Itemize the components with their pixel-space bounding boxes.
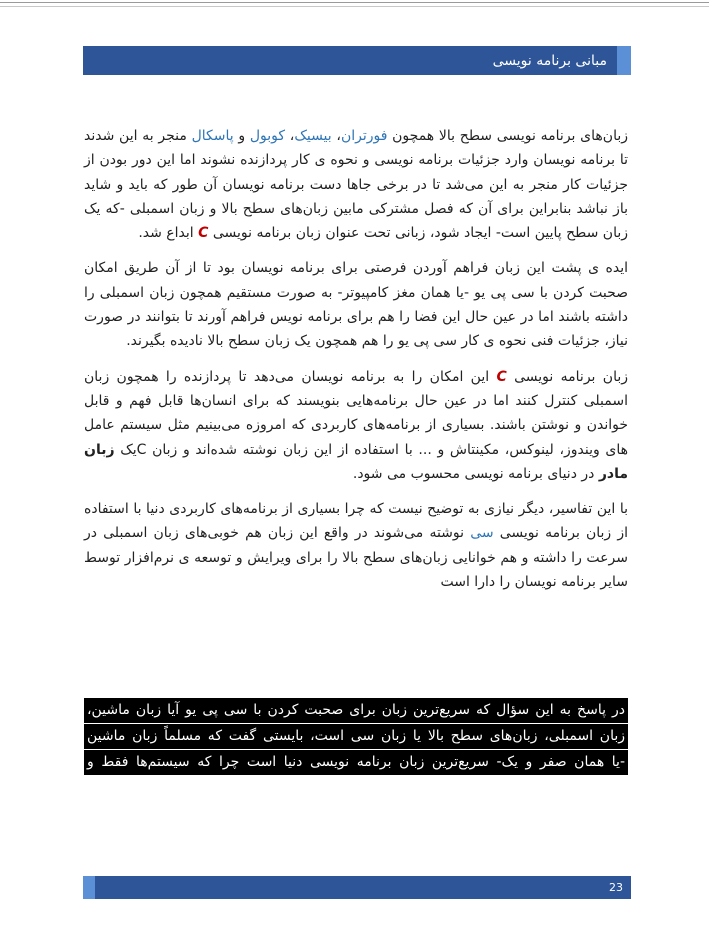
p3-text-2: این امکان را به برنامه نویسان می‌دهد تا پردازنده را همچون زبان اسمبلی کنترل کنند اما در عین حال برنامه‌هایی بنویسند که برای انسان‌ها قابل فهم و قابل خواندن و نوشتن باشند. بسیاری از برنامه‌های کاربردی که امروزه می‌بینیم مثل سیستم عامل های ویندوز، لینوکس، مکینتاش و ... با استفاده از این زبان نوشته شده‌اند و زبان Cیک [84,368,628,458]
highlighted-quote [84,698,628,776]
p3-text-3: در دنیای برنامه نویسی محسوب می شود. [352,465,599,482]
p1-sep-2: ، [285,128,295,144]
paragraph-4 [84,497,628,594]
paragraph-1 [84,124,628,245]
footer-bar [83,876,631,899]
p4-text-2: نوشته می‌شوند در واقع این زبان هم خوبی‌های زبان اسمبلی در سرعت را داشته و هم خوانایی زبان‌های سطح بالا را برای ویرایش و توسعه ی نرم‌افزار توسط سایر برنامه نویسان را دارا است [84,525,628,591]
p1-text-2: منجر به این شدند تا برنامه نویسان وارد جزئیات برنامه نویسی و نحوه ی کار پردازنده نشوند اما این دور بودن از جزئیات کار منجر به این می‌شد تا در برخی جاها دست برنامه نویسان آن طور که باید و شاید باز نباشد بنابراین برای آن که فصل مشترکی مابین زبان‌های سطح بالا و زبان اسمبلی -که یک زبان سطح پایین است- ایجاد شود، زبانی تحت عنوان زبان برنامه نویسی [84,128,628,242]
p1-and: و [233,128,250,144]
page-number: 23 [609,881,623,894]
paragraph-2: ایده ی پشت این زبان فراهم آوردن فرصتی برای برنامه نویسان بود تا از آن طریق امکان صحبت کردن با سی پی یو -یا همان مغز کامپیوتر- به صورت مستقیم همچون زبان اسمبلی را داشته باشند اما در عین حال این فضا را هم برای برنامه نویس فراهم آورند تا بتوانند در صورت نیاز، جزئیات فنی نحوه ی کار سی پی یو را هم همچون یک زبان سطح بالا نادیده بگیرند. [84,260,628,350]
quote-line: در پاسخ به این سؤال که سریع‌ترین زبان برای صحبت کردن با سی پی یو آیا زبان ماشین، [84,698,628,723]
term-cobol: کوبول [249,128,286,144]
term-pascal: پاسکال [191,128,234,144]
c-letter: C [198,225,209,242]
body-content [84,124,628,605]
term-si: سی [470,525,494,542]
footer-accent [83,876,95,899]
term-basic: بیسیک [294,128,332,144]
quote-line: -یا همان صفر و یک- سریع‌ترین زبان برنامه نویسی دنیا است چرا که سیستم‌ها فقط و [84,750,628,775]
p1-sep-1: ، [331,128,341,144]
top-rule [0,2,709,3]
p4-text-1: با این تفاسیر، دیگر نیازی به توضیح نیست که چرا بسیاری از برنامه‌های کاربردی دنیا با استفاده از زبان برنامه نویسی [84,501,628,542]
quote-line: زبان اسمبلی، زبان‌های سطح بالا یا زبان سی است، بایستی گفت که مسلماً زبان ماشین [84,724,628,749]
top-rule-secondary [0,6,709,7]
term-fortran: فورتران [340,128,388,144]
header-title: مبانی برنامه نویسی [492,52,607,69]
c-letter: C [496,368,507,385]
p1-text-3: ابداع شد. [138,225,199,242]
p3-text-1: زبان برنامه نویسی [506,368,628,385]
header-bar [83,46,631,75]
p1-text-1: زبان‌های برنامه نویسی سطح بالا همچون [387,128,628,144]
header-accent [617,46,631,75]
paragraph-3 [84,365,628,486]
term-mother-language: زبان مادر [84,441,628,482]
